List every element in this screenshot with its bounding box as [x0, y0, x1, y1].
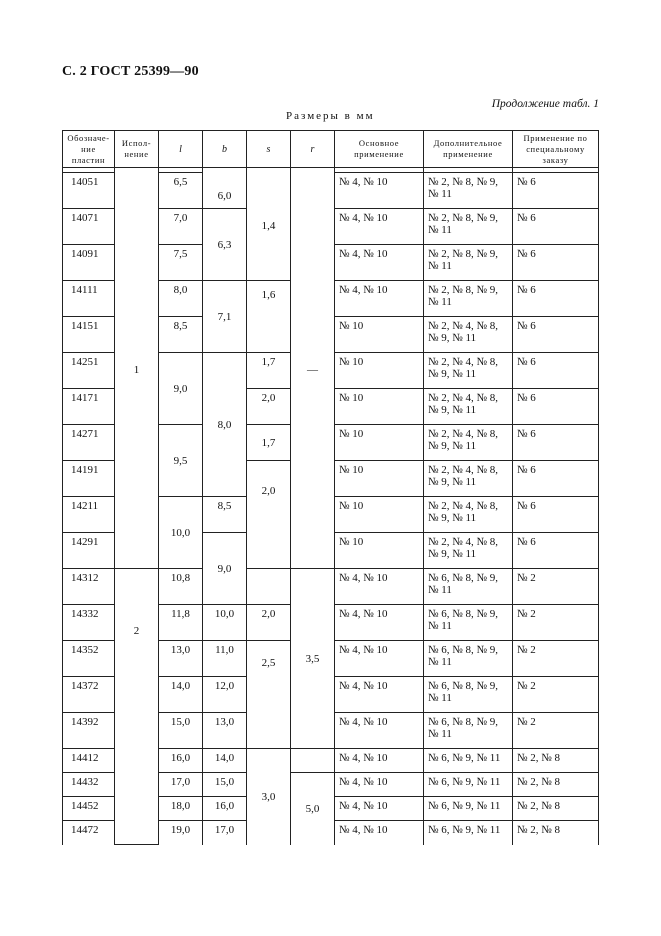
- cell-s: 1,7: [247, 425, 291, 461]
- col-header-l: l: [159, 131, 203, 168]
- cell-l: 16,0: [159, 749, 203, 773]
- cell-execution: 1: [115, 173, 159, 569]
- col-header-r: r: [291, 131, 335, 168]
- cell-special-order: № 2, № 8: [513, 749, 599, 773]
- cell-b: 8,0: [203, 353, 247, 497]
- cell-special-order: № 6: [513, 209, 599, 245]
- table-header-row: [63, 131, 599, 168]
- cell-basic-use: № 4, № 10: [335, 797, 424, 821]
- cell-b: 14,0: [203, 749, 247, 773]
- cell-basic-use: № 10: [335, 353, 424, 389]
- cell-additional-use: № 6, № 9, № 11: [424, 797, 513, 821]
- cell-designation: 14332: [63, 605, 115, 641]
- cell-special-order: № 6: [513, 281, 599, 317]
- cell-designation: 14271: [63, 425, 115, 461]
- cell-basic-use: № 4, № 10: [335, 773, 424, 797]
- cell-b: 12,0: [203, 677, 247, 713]
- cell-designation: 14452: [63, 797, 115, 821]
- cell-designation: 14432: [63, 773, 115, 797]
- cell-r: 3,5: [291, 569, 335, 749]
- cell-special-order: № 2: [513, 677, 599, 713]
- cell-l: 10,0: [159, 497, 203, 569]
- cell-l: 6,5: [159, 173, 203, 209]
- cell-r: [291, 749, 335, 773]
- cell-special-order: № 6: [513, 245, 599, 281]
- cell-basic-use: № 4, № 10: [335, 605, 424, 641]
- cell-l: 8,5: [159, 317, 203, 353]
- cell-l: 7,5: [159, 245, 203, 281]
- cell-special-order: № 2, № 8: [513, 773, 599, 797]
- cell-special-order: № 2: [513, 713, 599, 749]
- cell-additional-use: № 6, № 8, № 9, № 11: [424, 605, 513, 641]
- cell-basic-use: № 4, № 10: [335, 569, 424, 605]
- cell-l: 7,0: [159, 209, 203, 245]
- cell-basic-use: № 4, № 10: [335, 749, 424, 773]
- cell-l: 10,8: [159, 569, 203, 605]
- cell-additional-use: № 6, № 8, № 9, № 11: [424, 569, 513, 605]
- cell-special-order: № 6: [513, 317, 599, 353]
- cell-additional-use: № 6, № 8, № 9, № 11: [424, 713, 513, 749]
- cell-additional-use: № 2, № 8, № 9, № 11: [424, 281, 513, 317]
- cell-basic-use: № 4, № 10: [335, 821, 424, 845]
- cell-l: 17,0: [159, 773, 203, 797]
- cell-additional-use: № 6, № 8, № 9, № 11: [424, 677, 513, 713]
- insert-dimensions-table: [62, 130, 599, 845]
- col-header-execution: Испол-нение: [115, 131, 159, 168]
- cell-special-order: № 6: [513, 533, 599, 569]
- cell-b: 8,5: [203, 497, 247, 533]
- cell-r: —: [291, 173, 335, 569]
- cell-basic-use: № 10: [335, 461, 424, 497]
- cell-s-continued: [247, 569, 291, 605]
- cell-additional-use: № 2, № 4, № 8, № 9, № 11: [424, 461, 513, 497]
- col-header-b: b: [203, 131, 247, 168]
- dimensions-note: Размеры в мм: [286, 110, 375, 122]
- cell-b: 7,1: [203, 281, 247, 353]
- cell-special-order: № 6: [513, 497, 599, 533]
- cell-b: 9,0: [203, 533, 247, 605]
- cell-b: 17,0: [203, 821, 247, 845]
- cell-r: 5,0: [291, 773, 335, 845]
- table-row: [63, 569, 599, 605]
- cell-designation: 14151: [63, 317, 115, 353]
- cell-s: 2,0: [247, 461, 291, 569]
- cell-b: 10,0: [203, 605, 247, 641]
- cell-basic-use: № 4, № 10: [335, 209, 424, 245]
- cell-additional-use: № 2, № 4, № 8, № 9, № 11: [424, 533, 513, 569]
- cell-basic-use: № 10: [335, 317, 424, 353]
- cell-b: 11,0: [203, 641, 247, 677]
- cell-designation: 14051: [63, 173, 115, 209]
- cell-basic-use: № 10: [335, 389, 424, 425]
- cell-designation: 14171: [63, 389, 115, 425]
- cell-s: 3,0: [247, 749, 291, 845]
- cell-basic-use: № 4, № 10: [335, 713, 424, 749]
- cell-basic-use: № 10: [335, 425, 424, 461]
- cell-l: 19,0: [159, 821, 203, 845]
- cell-additional-use: № 2, № 4, № 8, № 9, № 11: [424, 389, 513, 425]
- cell-special-order: № 6: [513, 353, 599, 389]
- cell-designation: 14091: [63, 245, 115, 281]
- cell-basic-use: № 4, № 10: [335, 281, 424, 317]
- cell-designation: 14412: [63, 749, 115, 773]
- cell-designation: 14211: [63, 497, 115, 533]
- cell-b: 6,3: [203, 209, 247, 281]
- cell-additional-use: № 2, № 4, № 8, № 9, № 11: [424, 425, 513, 461]
- cell-designation: 14071: [63, 209, 115, 245]
- cell-l: 9,0: [159, 353, 203, 425]
- cell-designation: 14111: [63, 281, 115, 317]
- cell-designation: 14251: [63, 353, 115, 389]
- cell-special-order: № 6: [513, 389, 599, 425]
- cell-s: 2,5: [247, 641, 291, 749]
- cell-designation: 14352: [63, 641, 115, 677]
- cell-special-order: № 6: [513, 173, 599, 209]
- cell-designation: 14472: [63, 821, 115, 845]
- cell-special-order: № 6: [513, 425, 599, 461]
- col-header-designation: Обозначе-ние пластин: [63, 131, 115, 168]
- col-header-additional-use: Дополнительное применение: [424, 131, 513, 168]
- cell-designation: 14392: [63, 713, 115, 749]
- cell-basic-use: № 10: [335, 497, 424, 533]
- cell-basic-use: № 4, № 10: [335, 245, 424, 281]
- cell-special-order: № 2, № 8: [513, 821, 599, 845]
- cell-special-order: № 2: [513, 569, 599, 605]
- cell-s: 2,0: [247, 605, 291, 641]
- table-continuation-note: Продолжение табл. 1: [491, 98, 599, 110]
- cell-b: 15,0: [203, 773, 247, 797]
- cell-special-order: № 2, № 8: [513, 797, 599, 821]
- cell-l: 9,5: [159, 425, 203, 497]
- cell-l: 18,0: [159, 797, 203, 821]
- cell-additional-use: № 6, № 9, № 11: [424, 821, 513, 845]
- cell-s: 1,4: [247, 173, 291, 281]
- cell-l: 13,0: [159, 641, 203, 677]
- cell-b: 13,0: [203, 713, 247, 749]
- page-title: С. 2 ГОСТ 25399—90: [62, 64, 199, 79]
- cell-l: 11,8: [159, 605, 203, 641]
- cell-execution: 2: [115, 569, 159, 845]
- cell-designation: 14372: [63, 677, 115, 713]
- cell-additional-use: № 2, № 8, № 9, № 11: [424, 209, 513, 245]
- cell-additional-use: № 6, № 9, № 11: [424, 749, 513, 773]
- cell-l: 15,0: [159, 713, 203, 749]
- cell-b: 6,0: [203, 173, 247, 209]
- col-header-basic-use: Основное применение: [335, 131, 424, 168]
- col-header-special-order: Применение по специальному заказу: [513, 131, 599, 168]
- cell-designation: 14291: [63, 533, 115, 569]
- cell-additional-use: № 2, № 8, № 9, № 11: [424, 173, 513, 209]
- cell-additional-use: № 2, № 8, № 9, № 11: [424, 245, 513, 281]
- cell-special-order: № 6: [513, 461, 599, 497]
- cell-designation: 14312: [63, 569, 115, 605]
- cell-basic-use: № 10: [335, 533, 424, 569]
- cell-additional-use: № 6, № 9, № 11: [424, 773, 513, 797]
- cell-additional-use: № 2, № 4, № 8, № 9, № 11: [424, 353, 513, 389]
- cell-special-order: № 2: [513, 605, 599, 641]
- cell-basic-use: № 4, № 10: [335, 173, 424, 209]
- cell-s: 2,0: [247, 389, 291, 425]
- cell-l: 8,0: [159, 281, 203, 317]
- col-header-s: s: [247, 131, 291, 168]
- cell-basic-use: № 4, № 10: [335, 641, 424, 677]
- cell-additional-use: № 6, № 8, № 9, № 11: [424, 641, 513, 677]
- cell-l: 14,0: [159, 677, 203, 713]
- cell-additional-use: № 2, № 4, № 8, № 9, № 11: [424, 497, 513, 533]
- cell-special-order: № 2: [513, 641, 599, 677]
- cell-basic-use: № 4, № 10: [335, 677, 424, 713]
- cell-additional-use: № 2, № 4, № 8, № 9, № 11: [424, 317, 513, 353]
- cell-s: 1,7: [247, 353, 291, 389]
- cell-b: 16,0: [203, 797, 247, 821]
- cell-s: 1,6: [247, 281, 291, 353]
- cell-designation: 14191: [63, 461, 115, 497]
- table-row: [63, 173, 599, 209]
